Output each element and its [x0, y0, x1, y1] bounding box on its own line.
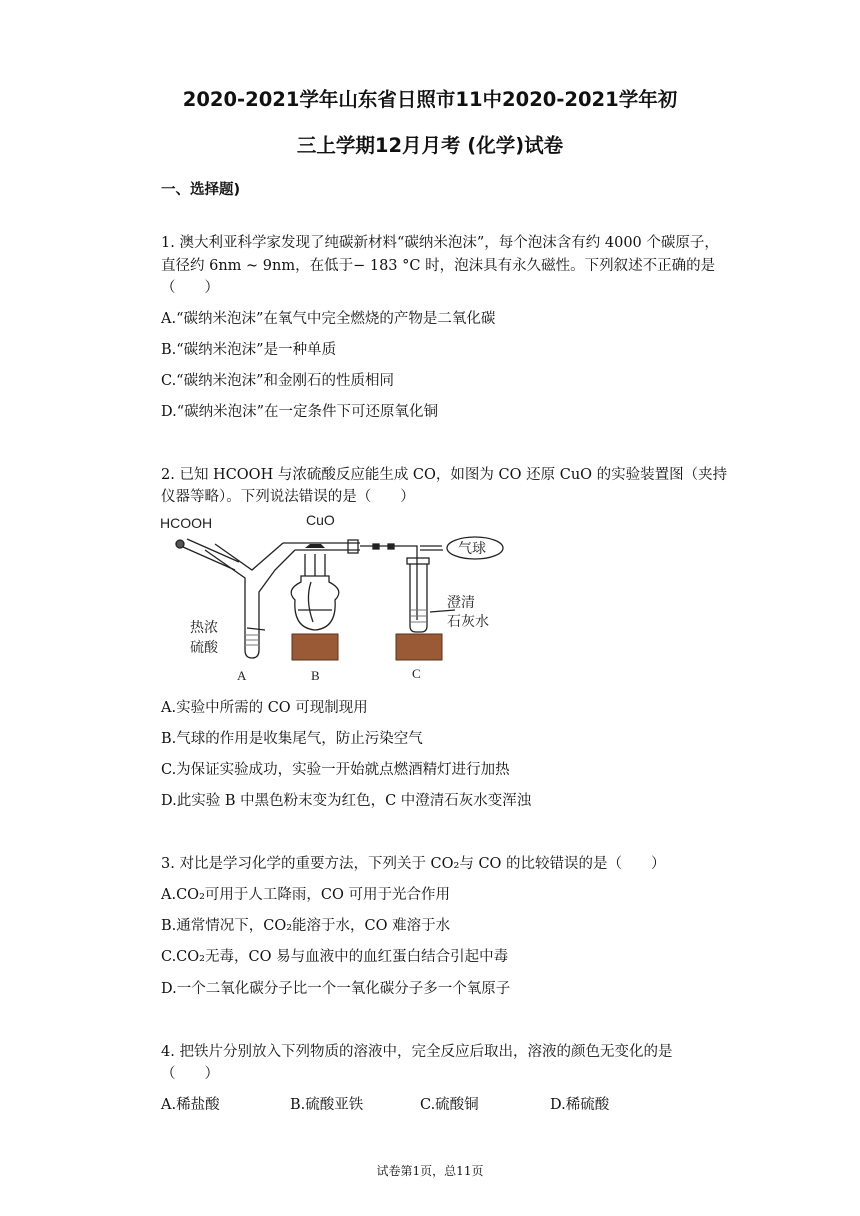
q4-option-d: D.稀硫酸	[550, 1097, 610, 1113]
lime-label-2: 石灰水	[447, 614, 489, 630]
acid-label-2: 硫酸	[190, 640, 218, 656]
q4-option-c: C.硫酸铜	[420, 1097, 479, 1113]
lime-label-1: 澄清	[447, 595, 475, 611]
q2-option-d: D.此实验 B 中黑色粉末变为红色，C 中澄清石灰水变浑浊	[161, 793, 532, 809]
balloon-label: 气球	[458, 541, 486, 557]
q3-option-c: C.CO₂无毒，CO 易与血液中的血红蛋白结合引起中毒	[161, 949, 509, 965]
q1-stem-line-2: 直径约 6nm ~ 9nm，在低于− 183 °C 时，泡沫具有永久磁性。下列叙述不正确的是	[161, 258, 716, 274]
q2-option-b: B.气球的作用是收集尾气，防止污染空气	[161, 731, 423, 747]
q3-option-b: B.通常情况下，CO₂能溶于水，CO 难溶于水	[161, 918, 451, 934]
q2-option-c: C.为保证实验成功，实验一开始就点燃酒精灯进行加热	[161, 762, 510, 778]
label-c: C	[412, 666, 421, 681]
q1-option-d: D.“碳纳米泡沫”在一定条件下可还原氧化铜	[161, 404, 439, 420]
q4-stem-line-1: 4. 把铁片分别放入下列物质的溶液中，完全反应后取出，溶液的颜色无变化的是	[161, 1044, 673, 1060]
q3-option-a: A.CO₂可用于人工降雨，CO 可用于光合作用	[161, 887, 450, 903]
q1-stem-line-1: 1. 澳大利亚科学家发现了纯碳新材料“碳纳米泡沫”，每个泡沫含有约 4000 个碳原子，	[161, 235, 719, 251]
q4-option-a: A.稀盐酸	[161, 1097, 220, 1113]
hcooh-label: HCOOH	[160, 515, 213, 531]
q4-stem-line-2: （ ）	[161, 1066, 219, 1082]
apparatus-figure	[155, 510, 535, 690]
label-b: B	[311, 668, 320, 683]
q3-option-d: D.一个二氧化碳分子比一个一氧化碳分子多一个氧原子	[161, 981, 511, 997]
section-heading: 一、选择题)	[161, 182, 241, 198]
label-a: A	[237, 668, 247, 683]
q1-option-b: B.“碳纳米泡沫”是一种单质	[161, 342, 337, 358]
title-line-2: 三上学期12月月考 (化学)试卷	[296, 134, 564, 157]
page-footer: 试卷第1页，总11页	[376, 1164, 484, 1178]
title-line-1: 2020-2021学年山东省日照市11中2020-2021学年初	[182, 88, 678, 111]
q1-stem-line-3: （ ）	[161, 280, 219, 296]
q2-stem-line-1: 2. 已知 HCOOH 与浓硫酸反应能生成 CO，如图为 CO 还原 CuO 的实验装置图（夹持	[161, 467, 728, 483]
q4-option-b: B.硫酸亚铁	[290, 1097, 364, 1113]
q2-stem-line-2: 仪器等略）。下列说法错误的是（ ）	[161, 489, 415, 505]
q1-option-a: A.“碳纳米泡沫”在氧气中完全燃烧的产物是二氧化碳	[161, 311, 496, 327]
cuo-label: CuO	[306, 512, 335, 528]
q1-option-c: C.“碳纳米泡沫”和金刚石的性质相同	[161, 373, 395, 389]
q2-option-a: A.实验中所需的 CO 可现制现用	[161, 700, 368, 716]
q3-stem-line-1: 3. 对比是学习化学的重要方法，下列关于 CO₂与 CO 的比较错误的是（ ）	[161, 856, 666, 872]
acid-label-1: 热浓	[190, 620, 218, 636]
